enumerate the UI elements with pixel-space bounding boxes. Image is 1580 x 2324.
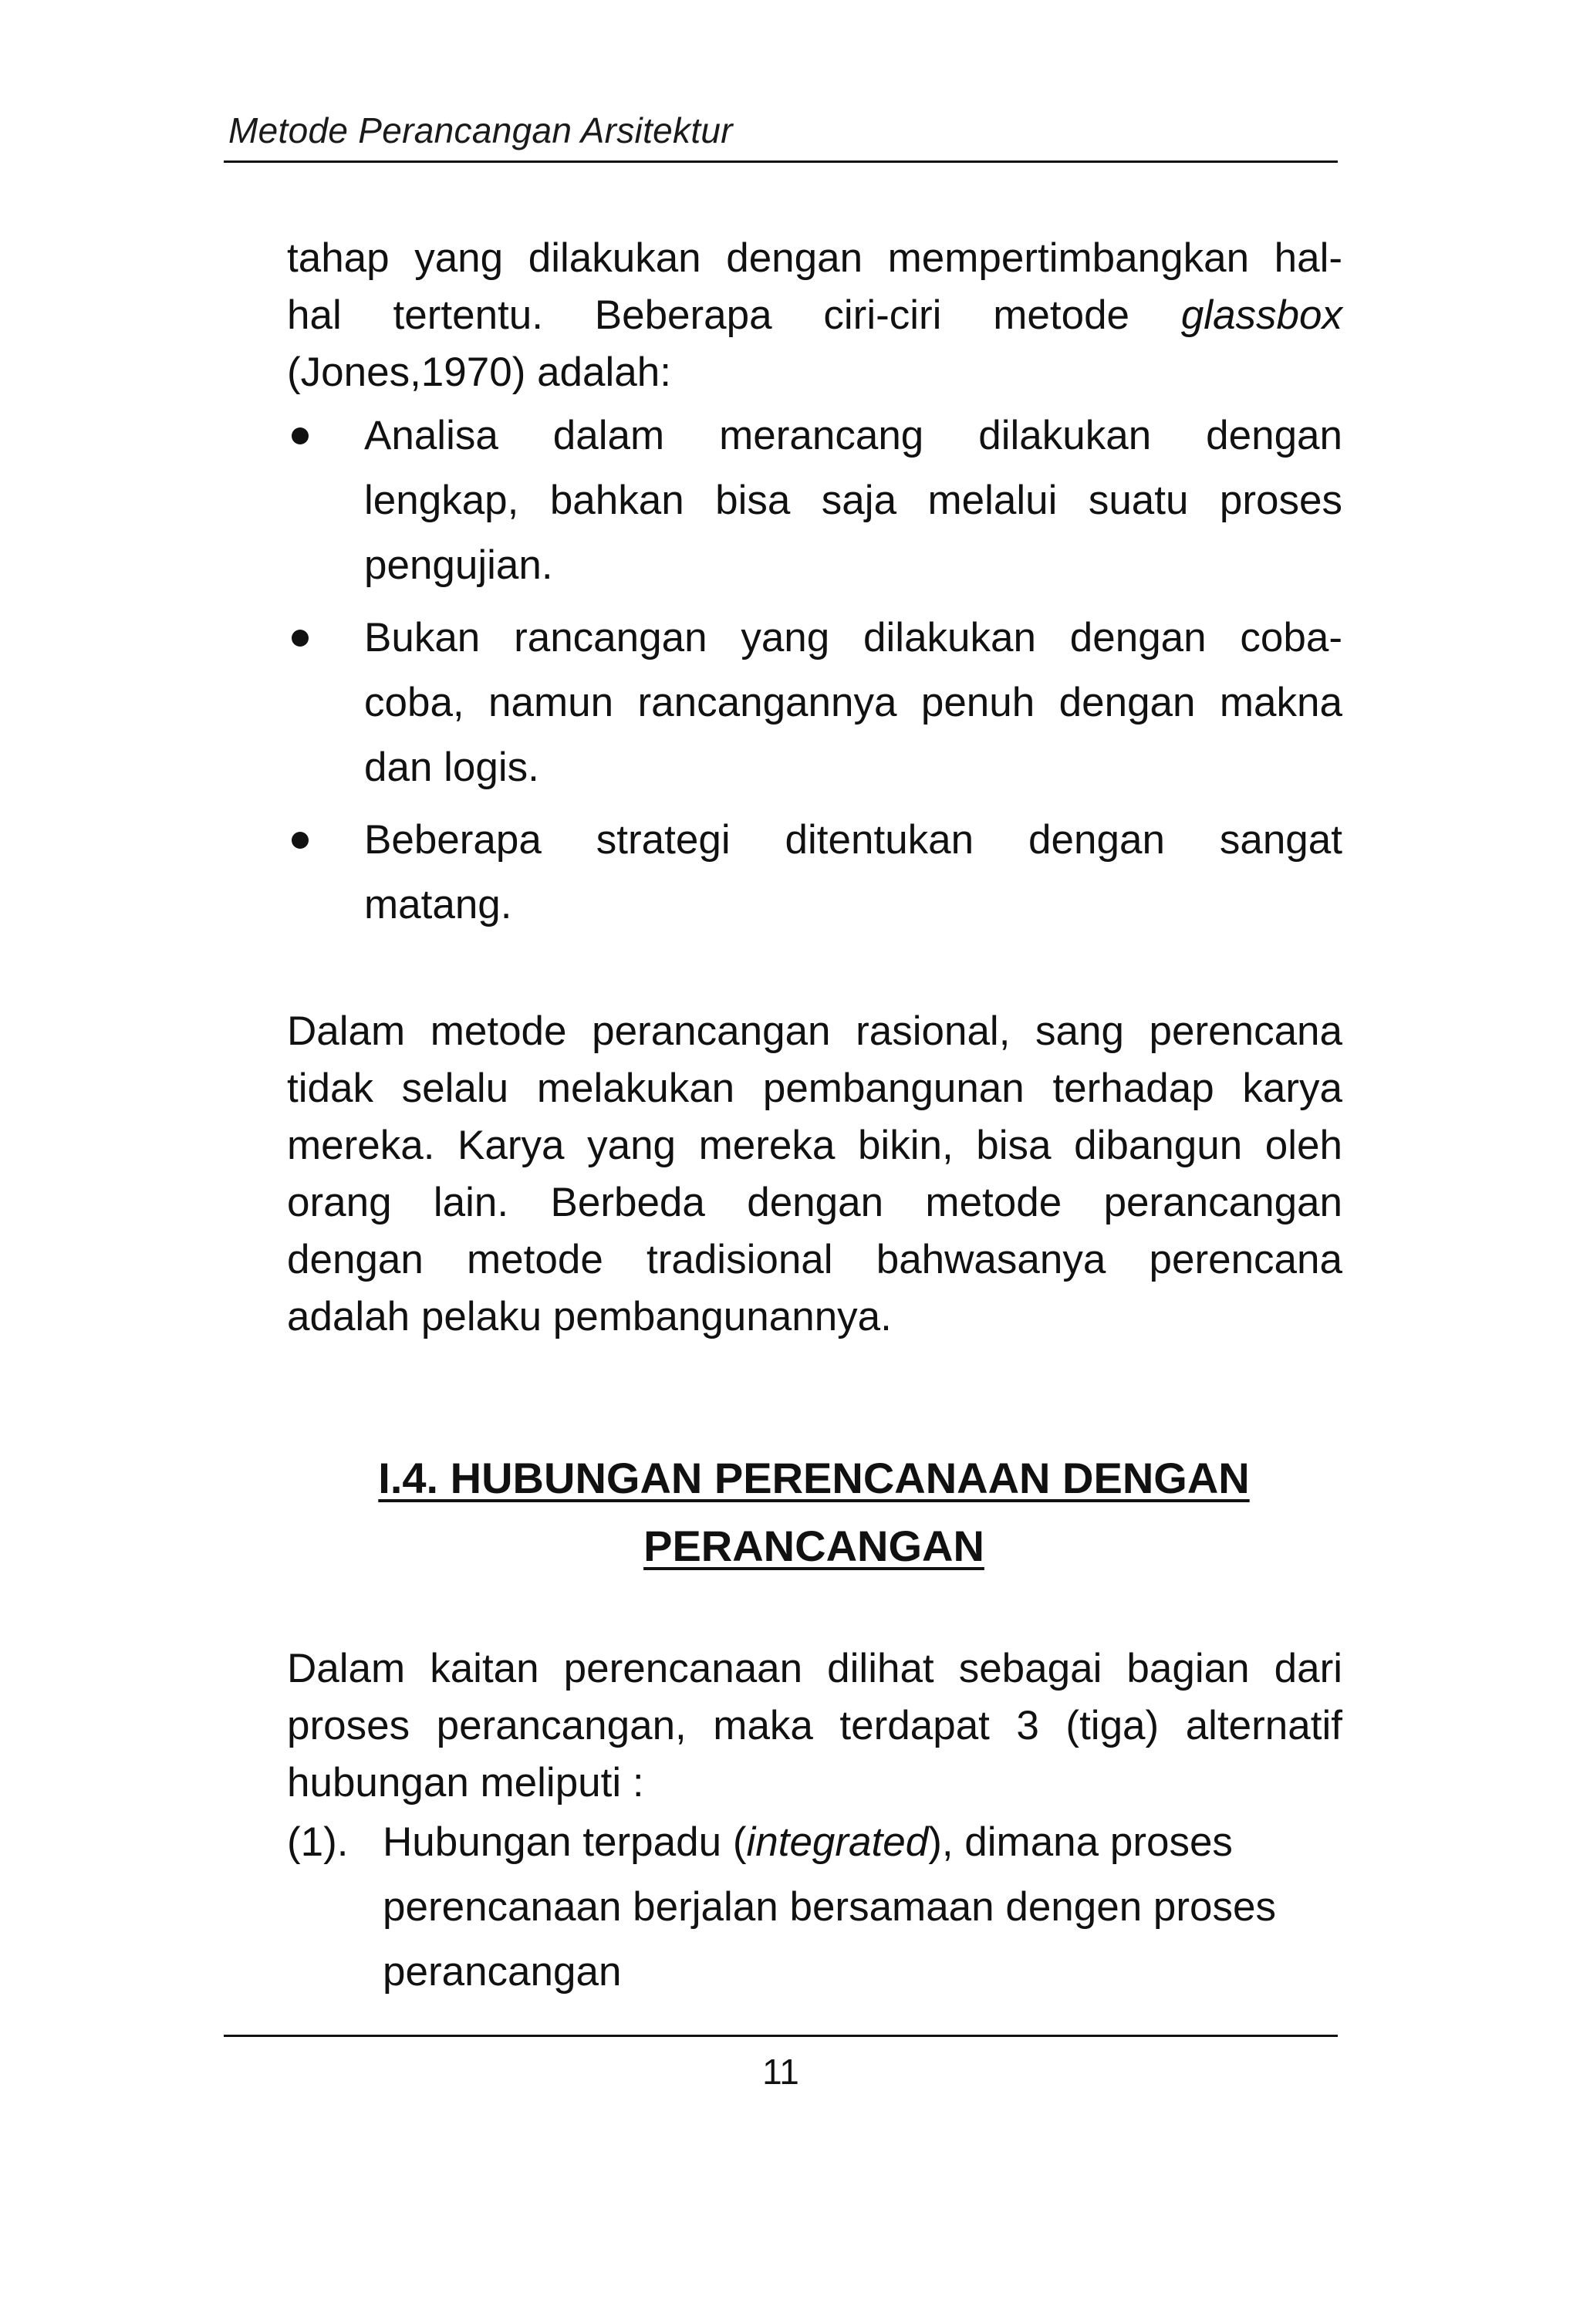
header-rule	[224, 160, 1338, 163]
paragraph-line: (Jones,1970) adalah:	[287, 350, 671, 395]
text-run: hal tertentu. Beberapa ciri-ciri metode	[287, 292, 1181, 338]
list-item	[287, 808, 1342, 937]
running-header-title: Metode Perancangan Arsitektur	[228, 110, 733, 150]
list-item-line: lengkap, bahkan bisa saja melalui suatu proses	[364, 478, 1342, 523]
paragraph-line: tidak selalu melakukan pembangunan terhadap karya	[287, 1066, 1342, 1111]
list-item	[287, 606, 1342, 800]
item-line: perancangan	[383, 1949, 622, 1995]
section-heading-line: PERANCANGAN	[643, 1522, 984, 1570]
section-heading-line: I.4. HUBUNGAN PERENCANAAN DENGAN	[378, 1454, 1250, 1502]
bullet-icon	[292, 630, 309, 647]
list-item-line: matang.	[364, 882, 512, 927]
paragraph-line: adalah pelaku pembangunannya.	[287, 1294, 892, 1339]
numbered-item	[287, 1810, 1342, 2005]
text-run: Hubungan terpadu (	[383, 1819, 747, 1865]
item-text	[287, 1810, 1342, 2005]
list-item	[287, 404, 1342, 598]
bullet-icon	[292, 832, 309, 849]
paragraph-line: orang lain. Berbeda dengan metode perancangan	[287, 1180, 1342, 1225]
footer-rule	[224, 2035, 1338, 2037]
list-item-line: Beberapa strategi ditentukan dengan sangat	[364, 817, 1342, 863]
paragraph-line: hubungan meliputi :	[287, 1760, 644, 1805]
list-item-line: dan logis.	[364, 745, 539, 790]
paragraph-line: tahap yang dilakukan dengan mempertimbangkan hal-	[287, 235, 1342, 281]
paragraph-line: mereka. Karya yang mereka bikin, bisa dibangun oleh	[287, 1123, 1342, 1168]
item-line	[383, 1810, 1342, 1875]
italic-term: glassbox	[1180, 292, 1342, 338]
page-number: 11	[762, 2052, 799, 2092]
item-number: (1).	[287, 1819, 349, 1865]
paragraph-line	[287, 287, 1342, 344]
list-item-line: Analisa dalam merancang dilakukan dengan	[364, 413, 1342, 458]
paragraph-line: proses perancangan, maka terdapat 3 (tiga) alternatif	[287, 1703, 1342, 1748]
relation-paragraph	[287, 1640, 1342, 1812]
list-item-line: Bukan rancangan yang dilakukan dengan coba-	[364, 615, 1342, 660]
text-run: ), dimana proses	[928, 1819, 1233, 1865]
list-item-line: coba, namun rancangannya penuh dengan makna	[364, 680, 1342, 725]
list-item-line: pengujian.	[364, 542, 553, 588]
glassbox-characteristics-list	[287, 404, 1342, 937]
numbered-list	[287, 1810, 1342, 2005]
italic-term: integrated	[746, 1819, 929, 1865]
paragraph-line: Dalam metode perancangan rasional, sang perencana	[287, 1008, 1342, 1054]
section-heading	[0, 1444, 1580, 1580]
rational-method-paragraph	[287, 1003, 1342, 1346]
intro-paragraph	[287, 230, 1342, 401]
paragraph-line: dengan metode tradisional bahwasanya perencana	[287, 1237, 1342, 1282]
bullet-icon	[292, 427, 309, 444]
paragraph-line: Dalam kaitan perencanaan dilihat sebagai bagian dari	[287, 1646, 1342, 1691]
item-line: perencanaan berjalan bersamaan dengen proses	[383, 1884, 1277, 1930]
